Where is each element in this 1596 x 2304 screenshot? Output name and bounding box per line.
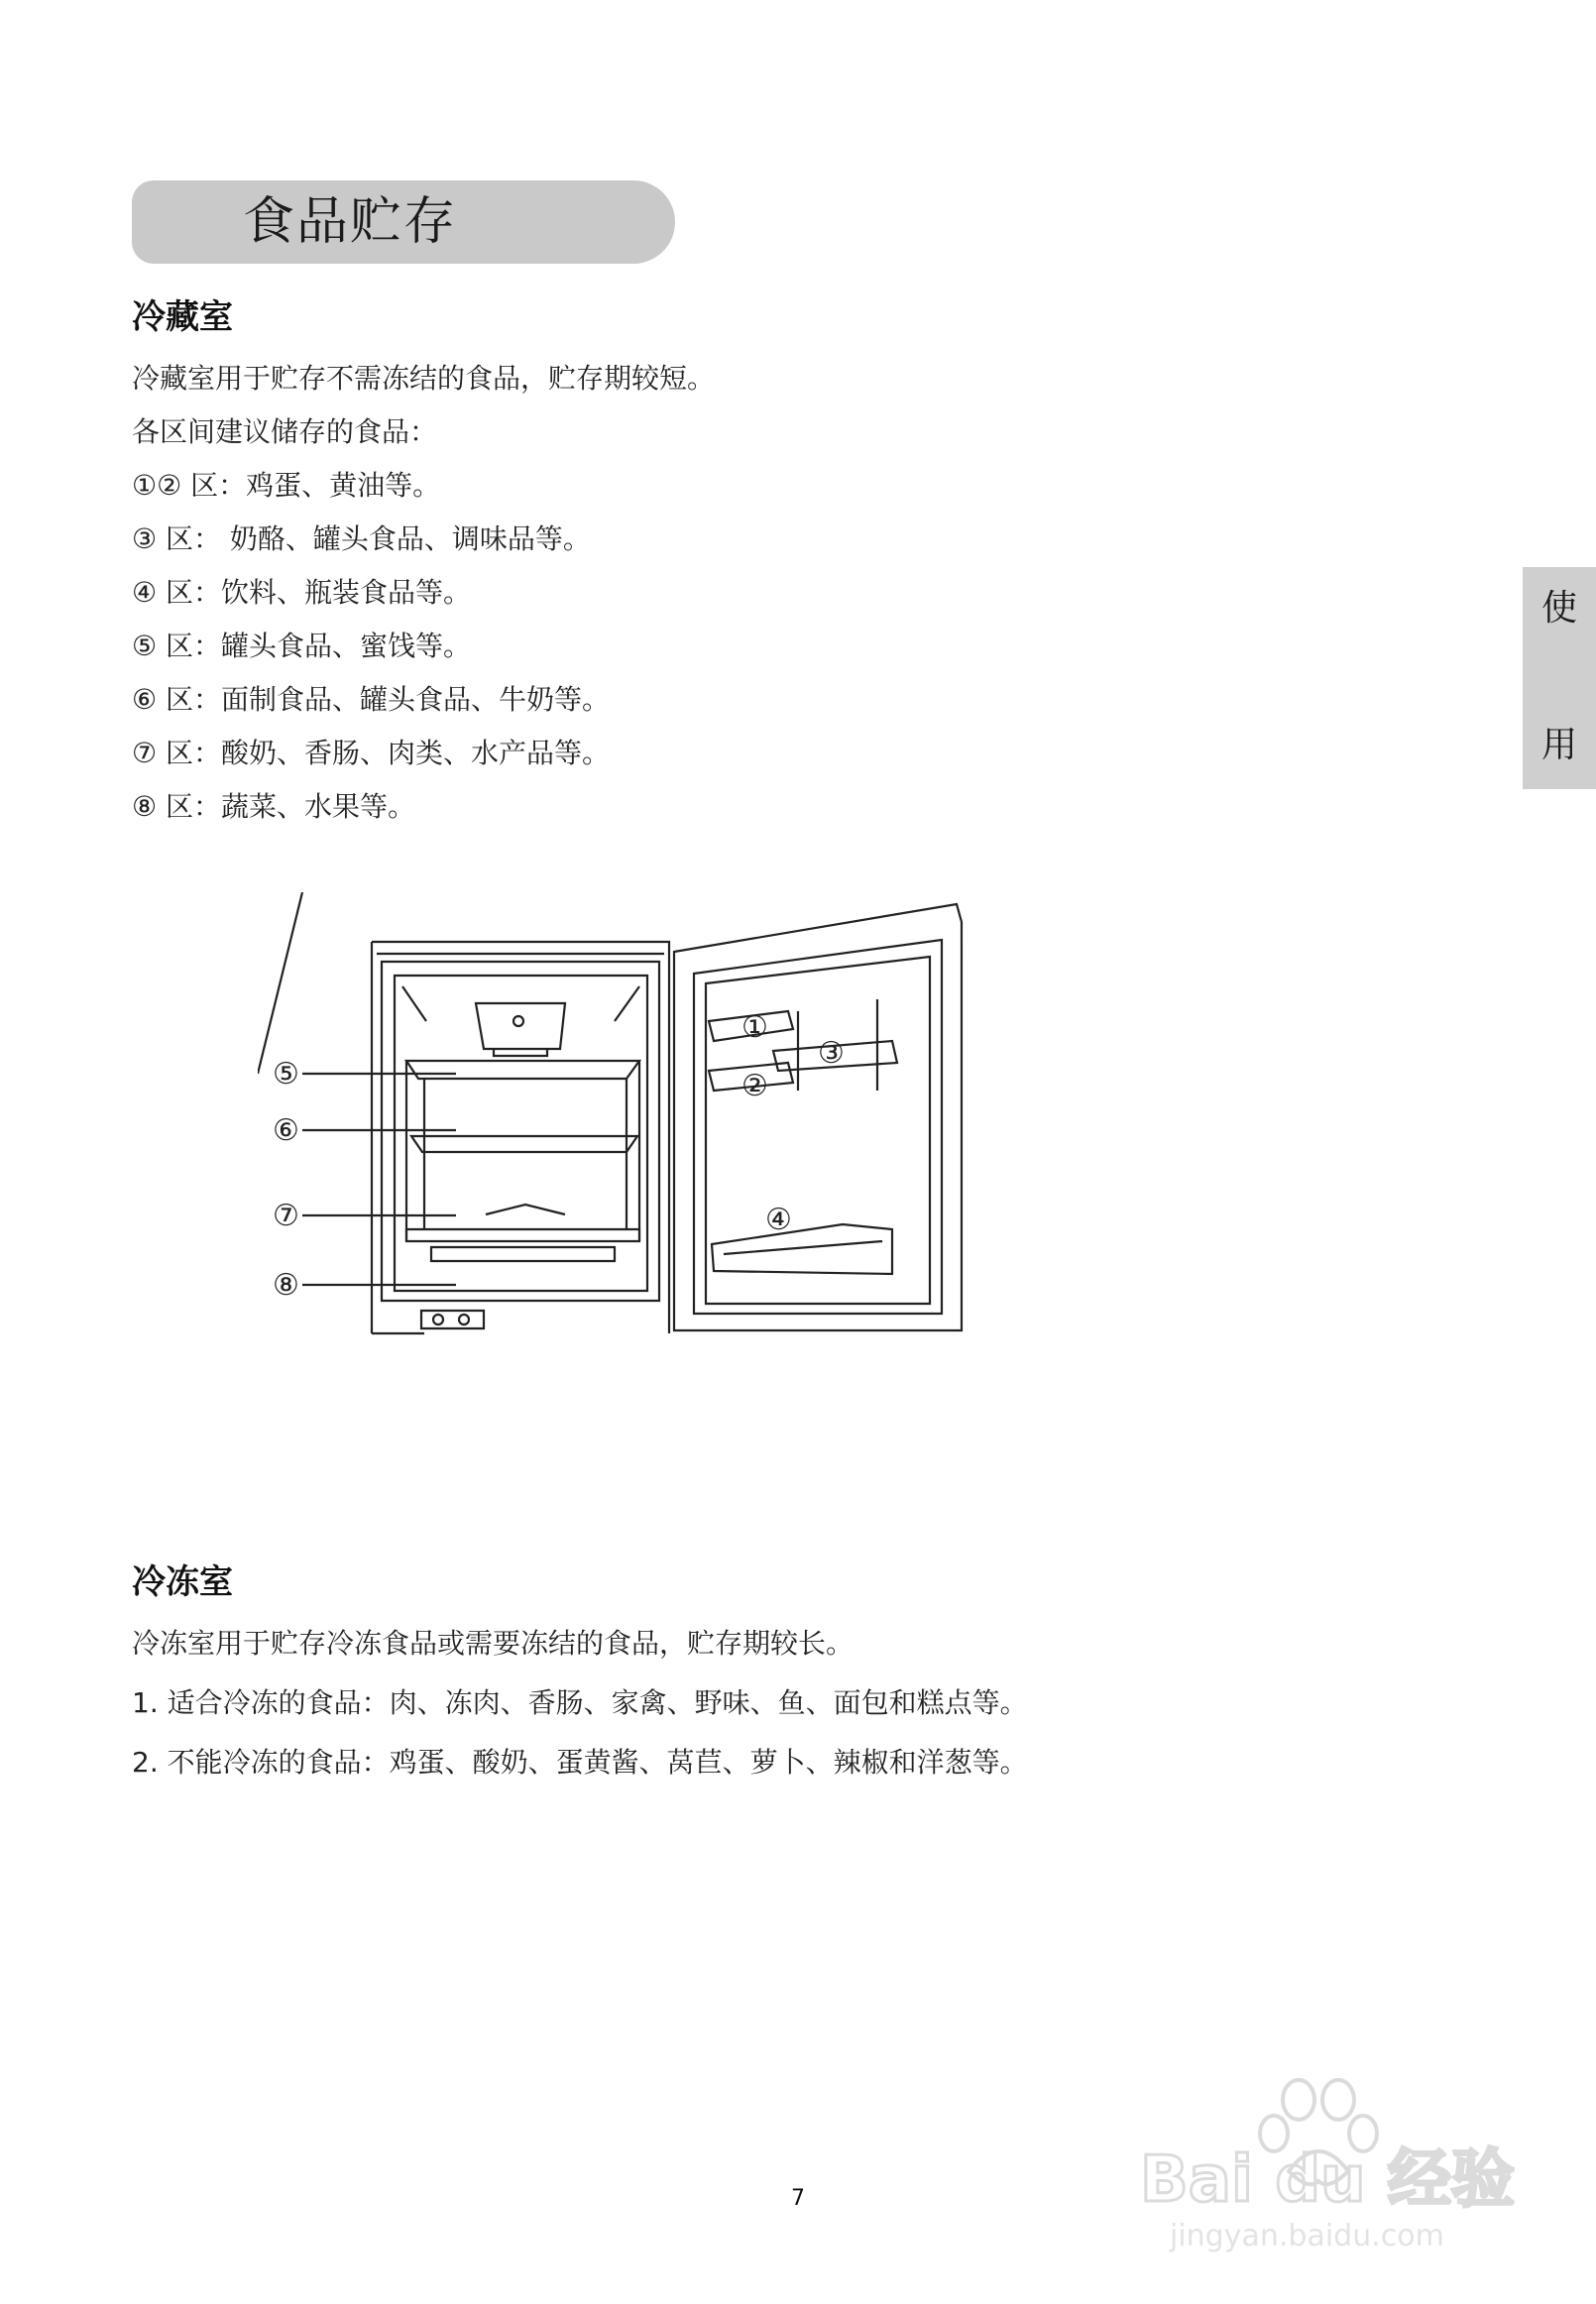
label-zone-6: ⑥: [273, 1113, 299, 1148]
label-zone-3: ③: [818, 1036, 845, 1071]
freezer-item: 1. 适合冷冻的食品：肉、冻肉、香肠、家禽、野味、鱼、面包和糕点等。: [132, 1686, 1028, 1719]
zone-line: ⑥ 区：面制食品、罐头食品、牛奶等。: [132, 683, 611, 716]
side-tab: [1523, 567, 1596, 789]
side-tab-char-2: 用: [1540, 725, 1577, 765]
page-title: 食品贮存: [243, 192, 458, 252]
label-zone-4: ④: [765, 1203, 792, 1237]
zones-intro: 各区间建议储存的食品：: [132, 415, 438, 448]
fridge-diagram: [258, 892, 971, 1348]
side-tab-char-1: 使: [1540, 588, 1577, 629]
fridge-intro: 冷藏室用于贮存不需冻结的食品，贮存期较短。: [132, 362, 716, 395]
label-zone-7: ⑦: [273, 1199, 299, 1233]
freezer-heading: 冷冻室: [132, 1562, 233, 1602]
zone-line: ⑤ 区：罐头食品、蜜饯等。: [132, 630, 472, 662]
watermark-logo: Bai du 经验: [1140, 2143, 1515, 2217]
zone-line: ⑦ 区：酸奶、香肠、肉类、水产品等。: [132, 737, 611, 769]
label-zone-1: ①: [741, 1010, 768, 1045]
freezer-intro: 冷冻室用于贮存冷冻食品或需要冻结的食品，贮存期较长。: [132, 1627, 855, 1660]
zone-line: ⑧ 区：蔬菜、水果等。: [132, 790, 416, 823]
freezer-item: 2. 不能冷冻的食品：鸡蛋、酸奶、蛋黄酱、莴苣、萝卜、辣椒和洋葱等。: [132, 1746, 1028, 1779]
fridge-cabinet: [372, 942, 669, 1333]
zone-line: ①② 区：鸡蛋、黄油等。: [132, 469, 441, 502]
zone-line: ③ 区： 奶酪、罐头食品、调味品等。: [132, 522, 591, 555]
label-zone-5: ⑤: [273, 1057, 299, 1092]
zone-line: ④ 区：饮料、瓶装食品等。: [132, 576, 472, 609]
fridge-heading: 冷藏室: [132, 297, 233, 337]
label-zone-8: ⑧: [273, 1268, 299, 1303]
page-number: 7: [791, 2186, 805, 2211]
watermark-url: jingyan.baidu.com: [1170, 2219, 1444, 2253]
fridge-door: [674, 904, 962, 1330]
label-zone-2: ②: [741, 1069, 768, 1103]
watermark: [1130, 2062, 1527, 2260]
